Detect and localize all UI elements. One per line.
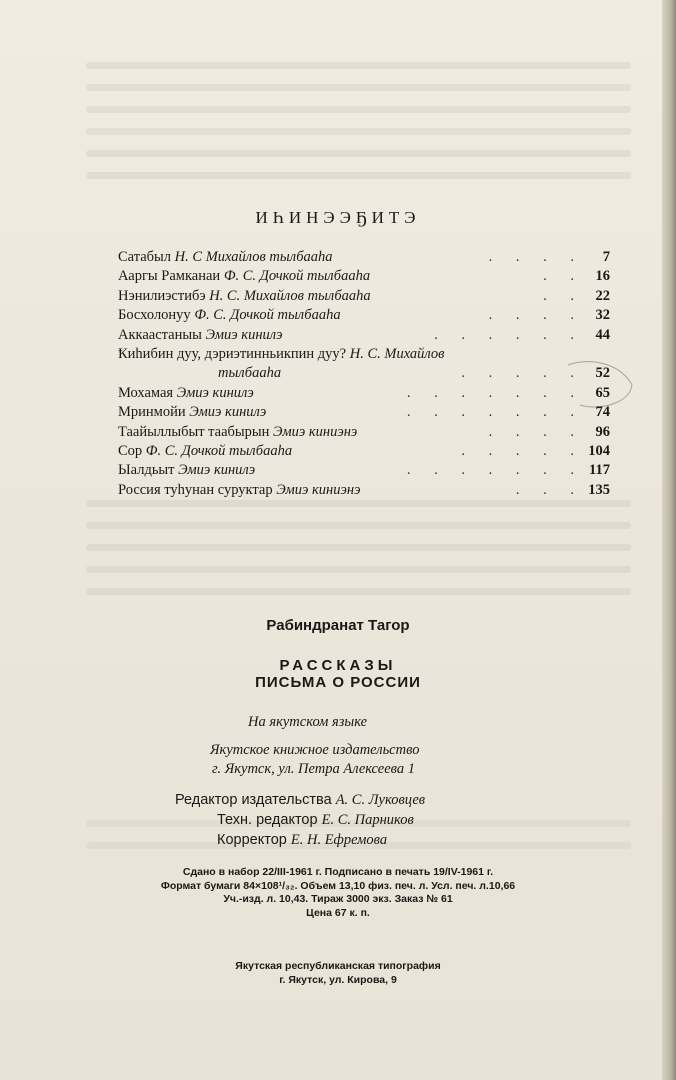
toc-entry xyxy=(118,306,610,325)
leader-dots: . . . . . . xyxy=(434,326,584,343)
toc-entry-credit: Ф. С. Дочкой тылбааһа xyxy=(223,268,371,285)
language-note: На якутском языке xyxy=(248,714,368,730)
leader-dots: . . xyxy=(543,268,584,285)
bleed-through-line xyxy=(86,566,631,573)
toc-entry xyxy=(118,345,610,384)
leader-dots: . . . . xyxy=(488,423,584,440)
toc-entry-title: Россия туһунан суруктар xyxy=(118,481,277,498)
credit-role: Техн. редактор xyxy=(217,812,322,828)
toc-entry-credit: Н. С Михайлов тылбааһа xyxy=(174,249,333,265)
bleed-through-line xyxy=(86,150,631,157)
bleed-through-line xyxy=(86,500,631,507)
bleed-through-line xyxy=(86,84,631,91)
leader-dots: . . . . . . . xyxy=(406,462,584,479)
bleed-through-line xyxy=(86,172,631,179)
printer-address: г. Якутск, ул. Кирова, 9 xyxy=(279,973,397,986)
leader-dots: . . . . . . . xyxy=(406,404,584,421)
leader-dots: . . . . xyxy=(488,307,584,324)
toc-entry-credit: Эмиэ кинилэ xyxy=(178,462,256,479)
leader-dots: . . . . . xyxy=(461,365,584,382)
toc-entry-credit-continued: тылбааһа xyxy=(218,365,282,382)
leader-dots: . . xyxy=(543,287,584,304)
author-name: Рабиндранат Тагор xyxy=(266,617,410,634)
toc-entry xyxy=(118,326,610,345)
toc-entry-credit: Эмиэ кинилэ xyxy=(205,326,283,343)
toc-page-number: 135 xyxy=(588,481,610,498)
leader-dots: . . . xyxy=(515,481,584,498)
book-spine-edge xyxy=(662,0,676,1080)
credit-name: А. С. Луковцев xyxy=(335,792,426,808)
printer-name: Якутская республиканская типография xyxy=(235,960,441,972)
credit-role: Редактор издательства xyxy=(175,792,336,808)
toc-entry xyxy=(118,481,610,500)
toc-heading: ИҺИНЭЭҔИТЭ xyxy=(255,208,421,227)
toc-page-number: 65 xyxy=(595,384,610,401)
toc-page-number: 7 xyxy=(602,249,610,265)
toc-page-number: 44 xyxy=(595,326,610,343)
imprint-line: Сдано в набор 22/III-1961 г. Подписано в печать 19/IV-1961 г. xyxy=(182,866,494,878)
toc-page-number: 16 xyxy=(595,268,610,285)
toc-entry xyxy=(118,287,610,306)
staff-credits xyxy=(175,790,425,850)
toc-entry-title: Ыалдьыт xyxy=(118,462,179,479)
toc-entry-credit: Н. С. Михайлов тылбааһа xyxy=(209,287,371,304)
toc-entry xyxy=(118,442,610,461)
publisher-name: Якутское книжное издательство xyxy=(210,742,420,758)
toc-entry xyxy=(118,423,610,442)
toc-entry-title: Ааргы Рамканаи xyxy=(118,268,224,285)
toc-entry-title: Сор xyxy=(118,442,146,459)
bleed-through-line xyxy=(86,106,631,113)
toc-entry-credit: Эмиэ кинилэ xyxy=(189,404,267,421)
print-imprint xyxy=(0,866,676,920)
leader-dots: . . . . . xyxy=(461,442,584,459)
printer-info xyxy=(0,960,676,987)
toc-entry xyxy=(118,461,610,480)
bleed-through-line xyxy=(86,522,631,529)
toc-page-number: 74 xyxy=(595,404,610,421)
leader-dots: . . . . xyxy=(488,249,584,265)
toc-entry xyxy=(118,248,610,267)
toc-entry-credit: Ф. С. Дочкой тылбааһа xyxy=(145,442,293,459)
toc-entry-credit: Эмиэ киниэнэ xyxy=(276,481,361,498)
toc-entry-credit: Эмиэ кинилэ xyxy=(176,384,254,401)
bleed-through-line xyxy=(86,544,631,551)
toc-page-number: 104 xyxy=(588,442,610,459)
toc-entry-title: Босхолонуу xyxy=(118,307,195,324)
bleed-through-line xyxy=(86,128,631,135)
toc-entry-credit: Н. С. Михайлов xyxy=(349,345,445,362)
credit-role: Корректор xyxy=(217,832,291,848)
toc-entry-title: Мохамая xyxy=(118,384,177,401)
toc-page-number: 52 xyxy=(595,365,610,382)
toc-page-number: 22 xyxy=(595,287,610,304)
toc-page-number: 32 xyxy=(595,307,610,324)
credit-line xyxy=(175,810,425,830)
toc-entry-title: Ҟиһибин дуу, дэриэтинньикпин дуу? xyxy=(118,345,350,362)
credit-name: Е. С. Парников xyxy=(321,812,414,828)
credit-line xyxy=(175,830,425,850)
toc-entry-credit: Ф. С. Дочкой тылбааһа xyxy=(194,307,341,324)
bleed-through-line xyxy=(86,62,631,69)
imprint-line: Цена 67 к. п. xyxy=(306,906,370,919)
imprint-line: Формат бумаги 84×108¹/₃₂. Объем 13,10 физ. печ. л. Усл. печ. л.10,66 xyxy=(160,879,516,892)
toc-entry-title: Аккаастаныы xyxy=(118,326,206,343)
book-title-line2: ПИСЬМА О РОССИИ xyxy=(255,674,421,691)
table-of-contents xyxy=(118,248,610,500)
leader-dots: . . . . . . . xyxy=(406,384,584,401)
credit-line xyxy=(175,790,425,810)
credit-name: Е. Н. Ефремова xyxy=(290,832,388,848)
toc-entry xyxy=(118,384,610,403)
toc-entry xyxy=(118,267,610,286)
toc-entry-title: Сатабыл xyxy=(118,249,175,265)
toc-page-number: 117 xyxy=(589,462,610,479)
toc-page-number: 96 xyxy=(595,423,610,440)
toc-entry-title: Нэнилиэстибэ xyxy=(118,287,210,304)
toc-entry-title: Мринмойи xyxy=(118,404,190,421)
toc-entry-credit: Эмиэ киниэнэ xyxy=(273,423,358,440)
toc-entry xyxy=(118,403,610,422)
book-title-line1: РАССКАЗЫ xyxy=(279,657,397,674)
publisher-address: г. Якутск, ул. Петра Алексеева 1 xyxy=(212,761,415,777)
imprint-line: Уч.-изд. л. 10,43. Тираж 3000 экз. Заказ № 61 xyxy=(223,893,453,906)
toc-entry-title: Таайыллыбыт таабырын xyxy=(118,423,274,440)
bleed-through-line xyxy=(86,588,631,595)
